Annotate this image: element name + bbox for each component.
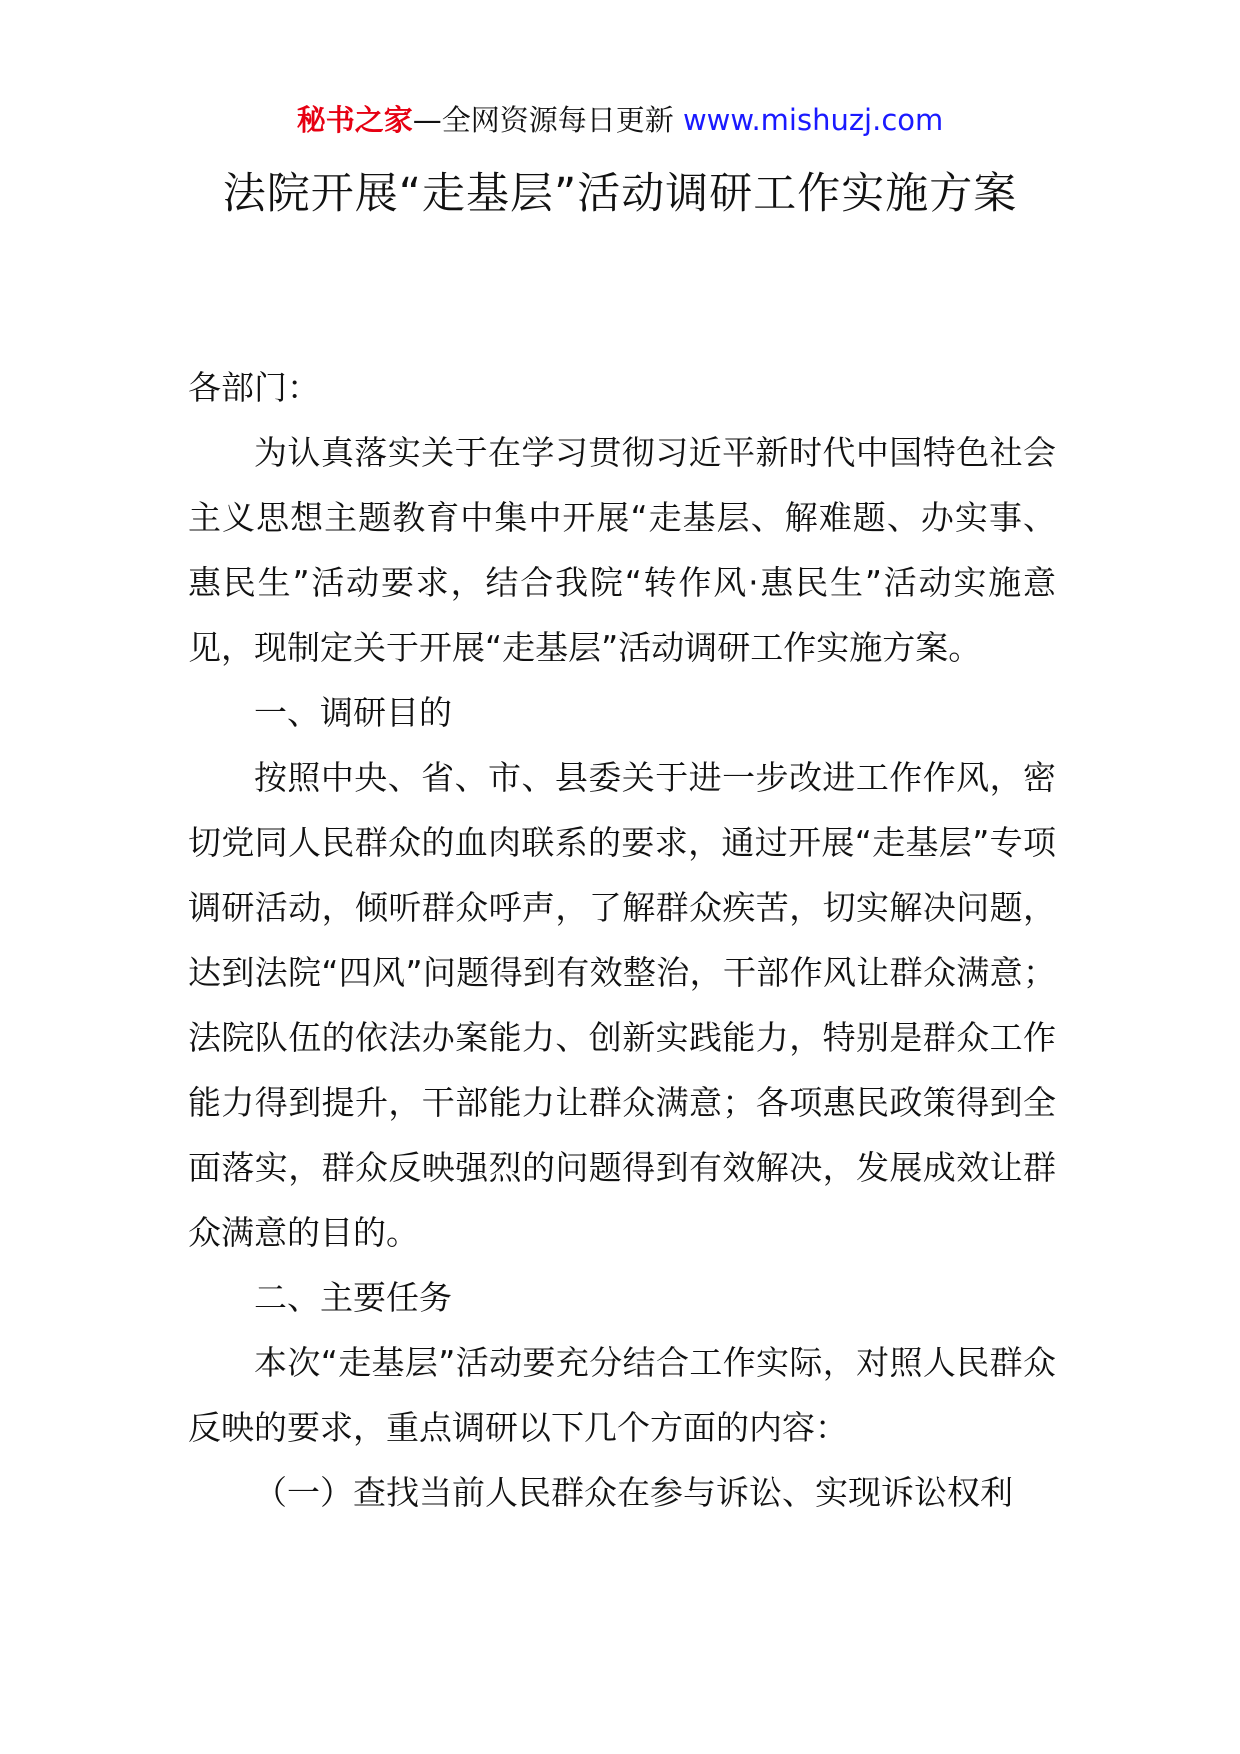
header-banner [0,100,1240,140]
purpose-paragraph: 按照中央、省、市、县委关于进一步改进工作作风，密切党同人民群众的血肉联系的要求，通过开展“走基层”专项调研活动，倾听群众呼声，了解群众疾苦，切实解决问题，达到法院“四风”问题得到有效整治，干部作风让群众满意；法院队伍的依法办案能力、创新实践能力，特别是群众工作能力得到提升，干部能力让群众满意；各项惠民政策得到全面落实，群众反映强烈的问题得到有效解决，发展成效让群众满意的目的。 [188,758,1056,1252]
section-heading-tasks: 二、主要任务 [254,1278,452,1317]
header-slogan: —全网资源每日更新 [412,103,683,137]
section-heading-purpose: 一、调研目的 [254,693,452,732]
intro-paragraph: 为认真落实关于在学习贯彻习近平新时代中国特色社会主义思想主题教育中集中开展“走基层、解难题、办实事、惠民生”活动要求，结合我院“转作风·惠民生”活动实施意见，现制定关于开展“走基层”活动调研工作实施方案。 [188,433,1056,667]
task-item-1: （一）查找当前人民群众在参与诉讼、实现诉讼权利 [254,1473,1013,1512]
document-title: 法院开展“走基层”活动调研工作实施方案 [222,169,1018,219]
site-link[interactable]: www.mishuzj.com [682,103,944,137]
salutation: 各部门： [188,368,320,407]
tasks-paragraph: 本次“走基层”活动要充分结合工作实际，对照人民群众反映的要求，重点调研以下几个方面的内容： [188,1343,1056,1447]
document-body [188,355,1056,1525]
brand-name: 秘书之家 [296,103,413,137]
